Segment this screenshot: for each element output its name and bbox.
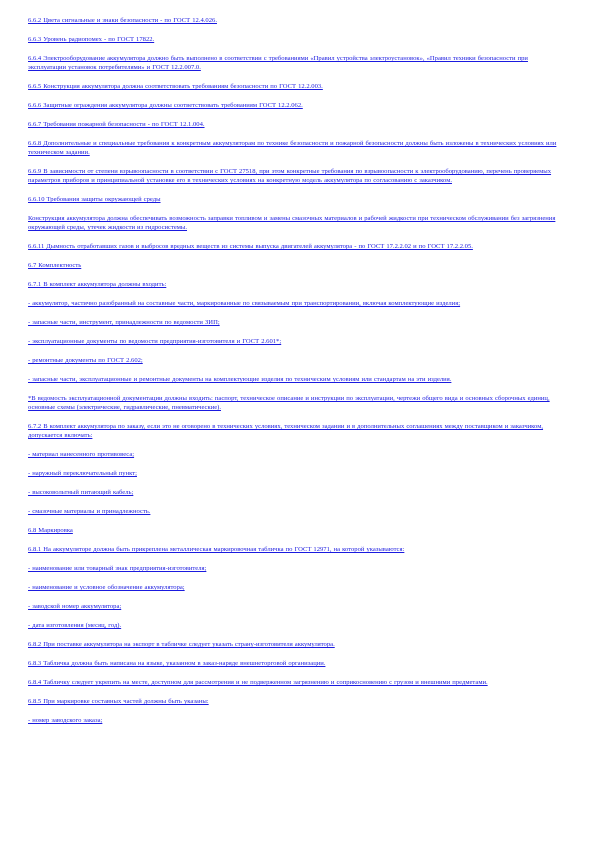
list-item[interactable]: - дата изготовления (месяц, год). xyxy=(28,622,122,629)
paragraph[interactable]: 6.6.9 В зависимости от степени взрывоопасности в соответствии с ГОСТ 27518, при этом конкретные требования по взрывоопасности к электрооборудованию, перечень проверяемых параметров приборов и принципиальной установке его в технических условиях на конкретную модель аккумулятора по согласованию с заказчиком. xyxy=(28,168,552,184)
list-item[interactable]: - наименование или товарный знак предприятия-изготовителя; xyxy=(28,565,207,572)
list-item[interactable]: - запасные части, инструмент, принадлежности по ведомости ЗИП; xyxy=(28,319,220,326)
list-item[interactable]: - эксплуатационные документы по ведомости предприятия-изготовителя и ГОСТ 2.601*; xyxy=(28,338,282,345)
section-heading[interactable]: 6.7 Комплектность xyxy=(28,262,82,269)
list-item[interactable]: - смазочные материалы и принадлежность. xyxy=(28,508,151,515)
paragraph[interactable]: 6.8.5 При маркировке составных частей должны быть указаны: xyxy=(28,698,209,705)
paragraph[interactable]: 6.8.3 Табличка должна быть написана на языке, указанном в заказ-наряде внешнеторговой организации. xyxy=(28,660,326,667)
list-item[interactable]: - материал нанесенного противовеса; xyxy=(28,451,135,458)
footnote[interactable]: *В ведомость эксплуатационной документации должны входить: паспорт, техническое описание и инструкции по эксплуатации, чертежи общего вида и основных сборочных единиц, основные схемы (электрические, гидравлические, пневматические). xyxy=(28,395,550,411)
paragraph[interactable]: 6.6.4 Электрооборудование аккумулятора должно быть выполнено в соответствии с требованиями «Правил устройства электроустановок», «Правил техники безопасности при эксплуатации установок потребителями» и ГОСТ 12.2.007.0. xyxy=(28,55,528,71)
list-item[interactable]: - ремонтные документы по ГОСТ 2.602; xyxy=(28,357,143,364)
paragraph[interactable]: 6.6.5 Конструкция аккумулятора должна соответствовать требованиям безопасности по ГОСТ 12.2.003. xyxy=(28,83,323,90)
section-heading[interactable]: 6.8 Маркировка xyxy=(28,527,73,534)
paragraph[interactable]: 6.8.2 При поставке аккумулятора на экспорт в табличке следует указать страну-изготовителя аккумулятора. xyxy=(28,641,335,648)
section-heading[interactable]: 6.6.10 Требования защиты окружающей среды xyxy=(28,196,161,203)
paragraph[interactable]: 6.6.6 Защитные ограждения аккумулятора должны соответствовать требованиям ГОСТ 12.2.062. xyxy=(28,102,303,109)
paragraph[interactable]: 6.8.1 На аккумуляторе должна быть прикреплена металлическая маркировочная табличка по ГОСТ 12971, на которой указываются: xyxy=(28,546,405,553)
list-item[interactable]: - наружный переключательный пункт; xyxy=(28,470,137,477)
paragraph[interactable]: 6.6.11 Дымность отработавших газов и выбросов вредных веществ из системы выпуска двигателей аккумулятора - по ГОСТ 17.2.2.02 и по ГОСТ 17.2.2.05. xyxy=(28,243,473,250)
document-body xyxy=(28,16,564,735)
paragraph[interactable]: 6.6.8 Дополнительные и специальные требования к конкретным аккумуляторам по технике безопасности и пожарной безопасности должны быть изложены в технических условиях или техническом задании. xyxy=(28,140,557,156)
paragraph[interactable]: Конструкция аккумулятора должна обеспечивать возможность заправки топливом и замены смазочных материалов и рабочей жидкости при техническом обслуживании без загрязнения окружающей среды, утечек жидкости из гидросистемы. xyxy=(28,215,556,231)
paragraph[interactable]: 6.6.2 Цвета сигнальные и знаки безопасности - по ГОСТ 12.4.026. xyxy=(28,17,217,24)
list-item[interactable]: - аккумулятор, частично разобранный на составные части, маркированные по связываемым при транспортировании, включая комплектующие изделия; xyxy=(28,300,461,307)
paragraph[interactable]: 6.6.7 Требования пожарной безопасности - по ГОСТ 12.1.004. xyxy=(28,121,205,128)
paragraph[interactable]: 6.6.3 Уровень радиопомех - по ГОСТ 17822. xyxy=(28,36,155,43)
list-item[interactable]: - наименование и условное обозначение аккумулятора; xyxy=(28,584,185,591)
paragraph[interactable]: 6.7.1 В комплект аккумулятора должны входить: xyxy=(28,281,167,288)
list-item[interactable]: - высоковольтный питающий кабель; xyxy=(28,489,134,496)
list-item[interactable]: - запасные части, эксплуатационные и ремонтные документы на комплектующие изделия по техническим условиям или стандартам на эти изделия. xyxy=(28,376,452,383)
list-item[interactable]: - заводской номер аккумулятора; xyxy=(28,603,122,610)
paragraph[interactable]: 6.7.2 В комплект аккумулятора по заказу, если это не оговорено в технических условиях, техническом задании и в дополнительных соглашениях между поставщиком и заказчиком, допускается включать: xyxy=(28,423,544,439)
paragraph[interactable]: 6.8.4 Табличку следует укрепить на месте, доступном для рассмотрения и не подверженном загрязнению и соприкосновению с грузом и внешними предметами. xyxy=(28,679,488,686)
list-item[interactable]: - номер заводского заказа; xyxy=(28,717,103,724)
